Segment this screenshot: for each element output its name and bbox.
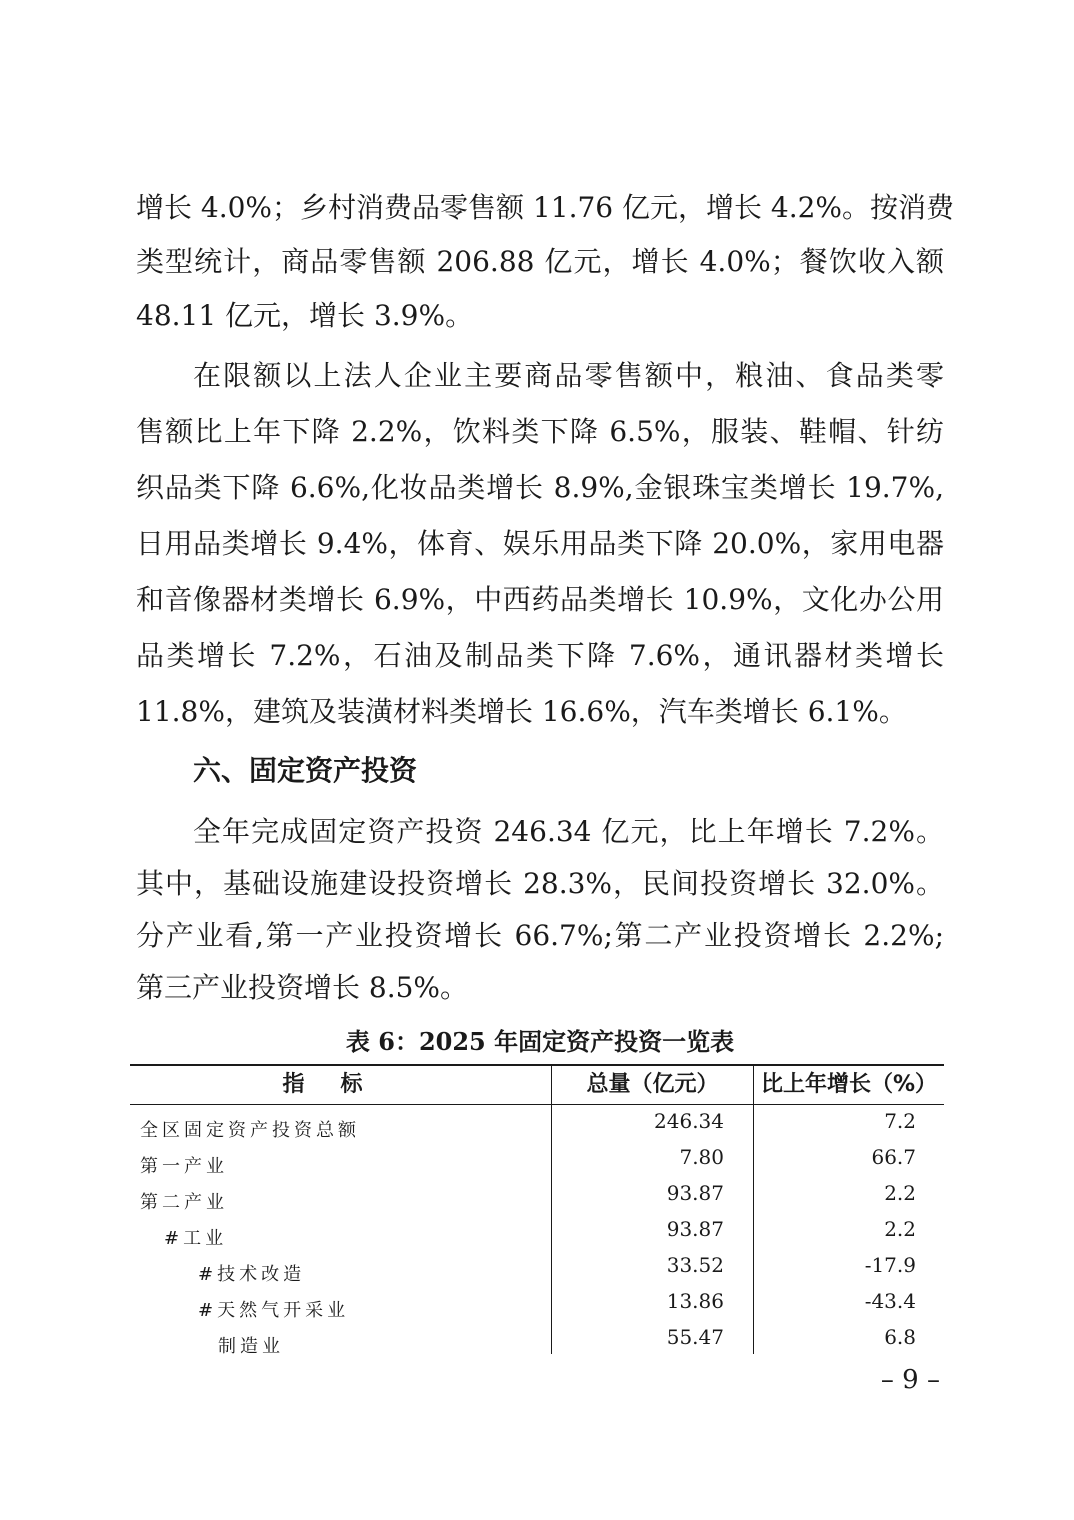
paragraph-line: 其中，基础设施建设投资增长 28.3%，民间投资增长 32.0%。 (136, 867, 944, 900)
paragraph-line: 售额比上年下降 2.2%，饮料类下降 6.5%，服装、鞋帽、针纺 (136, 415, 944, 448)
row-label: 全区固定资产投资总额 (140, 1120, 360, 1141)
row-total: 246.34 (654, 1109, 724, 1133)
paragraph-line: 织品类下降 6.6%,化妆品类增长 8.9%,金银珠宝类增长 19.7%, (136, 471, 944, 504)
row-growth: 7.2 (884, 1109, 916, 1133)
table-row (130, 1180, 944, 1216)
row-label: 第二产业 (140, 1192, 228, 1213)
row-total: 55.47 (666, 1325, 724, 1349)
header-growth: 比上年增长（%） (760, 1072, 938, 1097)
paragraph-line: 全年完成固定资产投资 246.34 亿元，比上年增长 7.2%。 (193, 815, 944, 848)
paragraph-line: 11.8%，建筑及装潢材料类增长 16.6%，汽车类增长 6.1%。 (136, 695, 907, 728)
paragraph-line: 类型统计，商品零售额 206.88 亿元，增长 4.0%；餐饮收入额 (136, 245, 944, 278)
row-total: 13.86 (666, 1289, 724, 1313)
header-total: 总量（亿元） (586, 1072, 719, 1097)
row-total: 7.80 (679, 1145, 724, 1169)
table-row (130, 1288, 944, 1324)
row-growth: -17.9 (864, 1253, 916, 1277)
paragraph-line: 在限额以上法人企业主要商品零售额中，粮油、食品类零 (193, 359, 944, 392)
row-total: 33.52 (666, 1253, 724, 1277)
table-row (130, 1108, 944, 1144)
paragraph-line: 第三产业投资增长 8.5%。 (136, 971, 469, 1004)
paragraph-line: 48.11 亿元，增长 3.9%。 (136, 299, 474, 332)
header-indicator: 指标 (282, 1072, 399, 1097)
row-label: #工业 (164, 1228, 228, 1249)
table-row (130, 1144, 944, 1180)
row-growth: 66.7 (871, 1145, 916, 1169)
paragraph-line: 日用品类增长 9.4%，体育、娱乐用品类下降 20.0%，家用电器 (136, 527, 944, 560)
table-row (130, 1324, 944, 1360)
paragraph-line: 增长 4.0%；乡村消费品零售额 11.76 亿元，增长 4.2%。按消费 (136, 191, 955, 224)
page-number: – 9 – (880, 1365, 940, 1395)
row-growth: 6.8 (884, 1325, 916, 1349)
paragraph-line: 分产业看,第一产业投资增长 66.7%;第二产业投资增长 2.2%; (136, 919, 944, 952)
row-total: 93.87 (666, 1217, 724, 1241)
section-heading: 六、固定资产投资 (193, 754, 418, 787)
investment-table (130, 1064, 944, 1357)
table-row (130, 1252, 944, 1288)
table-caption: 表 6：2025 年固定资产投资一览表 (345, 1027, 735, 1056)
row-total: 93.87 (666, 1181, 724, 1205)
row-label: 制造业 (218, 1336, 284, 1357)
table-header-rule (130, 1104, 944, 1105)
paragraph-line: 和音像器材类增长 6.9%，中西药品类增长 10.9%，文化办公用 (136, 583, 944, 616)
row-growth: 2.2 (884, 1181, 916, 1205)
row-label: #技术改造 (198, 1264, 306, 1285)
row-label: #天然气开采业 (198, 1300, 350, 1321)
row-growth: 2.2 (884, 1217, 916, 1241)
row-label: 第一产业 (140, 1156, 228, 1177)
row-growth: -43.4 (864, 1289, 916, 1313)
paragraph-line: 品类增长 7.2%，石油及制品类下降 7.6%，通讯器材类增长 (136, 639, 944, 672)
table-row (130, 1216, 944, 1252)
